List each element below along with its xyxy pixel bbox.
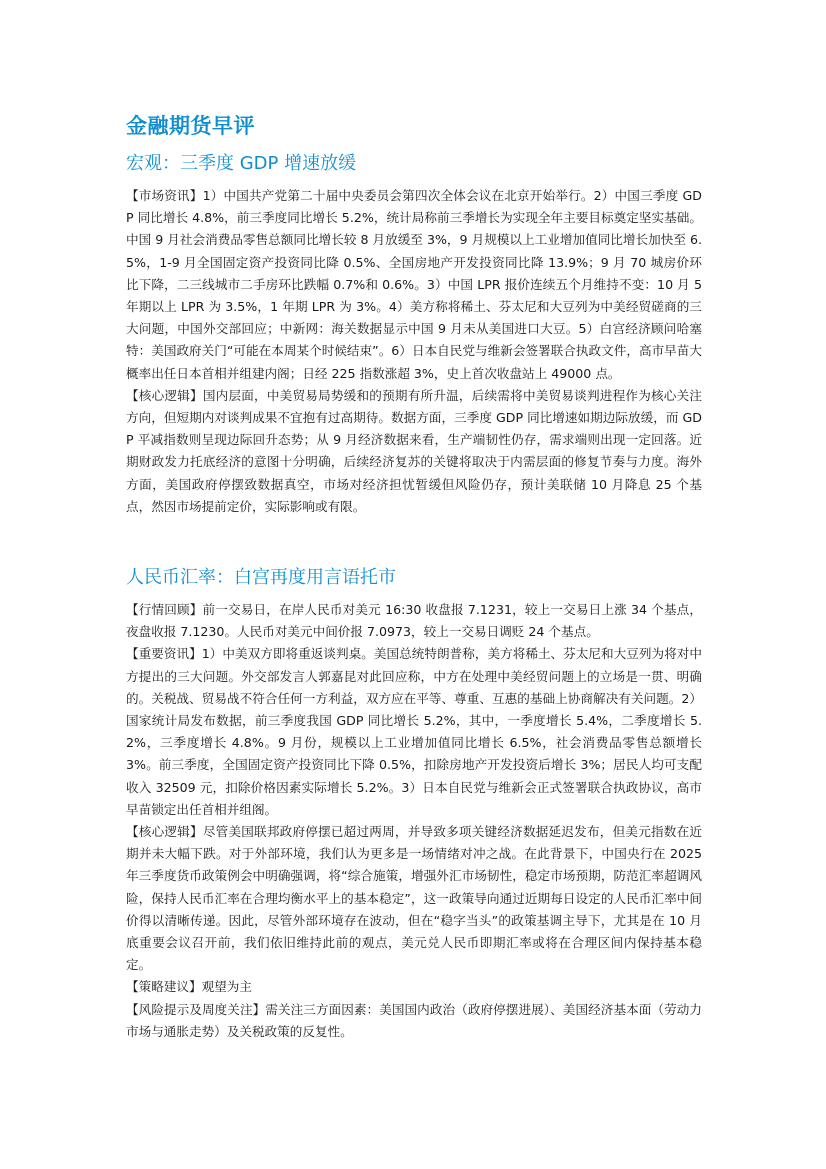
paragraph-market-news: 【市场资讯】1）中国共产党第二十届中央委员会第四次全体会议在北京开始举行。2）中国三季度 GDP 同比增长 4.8%，前三季度同比增长 5.2%，统计局称前三季增长为实现全年主要目标奠定坚实基础。中国 9 月社会消费品零售总额同比增长较 8 月放缓至 3%，9 月规模以上工业增加值同比增长加快至 6.5%，1-9 月全国固定资产投资同比降 0.5%、全国房地产开发投资同比降 13.9%；9 月 70 城房价环比下降，二三线城市二手房环比跌幅 0.7%和 0.6%。3）中国 LPR 报价连续五个月维持不变：10 月 5 年期以上 LPR 为 3.5%，1 年期 LPR 为 3%。4）美方称将稀土、芬太尼和大豆列为中美经贸磋商的三大问题，中国外交部回应；中新网：海关数据显示中国 9 月未从美国进口大豆。5）白宫经济顾问哈塞特：美国政府关门“可能在本周某个时候结束”。6）日本自民党与维新会签署联合执政文件，高市早苗大概率出任日本首相并组建内阁；日经 225 指数涨超 3%，史上首次收盘站上 49000 点。	[126, 188, 702, 381]
page-title: 金融期货早评	[126, 114, 255, 138]
paragraph-important-news: 【重要资讯】1）中美双方即将重返谈判桌。美国总统特朗普称，美方将稀土、芬太尼和大豆列为将对中方提出的三大问题。外交部发言人郭嘉昆对此回应称，中方在处理中美经贸问题上的立场是一贯、明确的。关税战、贸易战不符合任何一方利益，双方应在平等、尊重、互惠的基础上协商解决有关问题。2）国家统计局发布数据，前三季度我国 GDP 同比增长 5.2%，其中，一季度增长 5.4%，二季度增长 5.2%，三季度增长 4.8%。9 月份，规模以上工业增加值同比增长 6.5%，社会消费品零售总额增长 3%。前三季度，全国固定资产投资同比下降 0.5%，扣除房地产开发投资后增长 3%；居民人均可支配收入 32509 元，扣除价格因素实际增长 5.2%。3）日本自民党与维新会正式签署联合执政协议，高市早苗锁定出任首相并组阁。	[126, 646, 702, 817]
section-rmb-exchange-rate	[126, 564, 702, 1043]
paragraph-market-review: 【行情回顾】前一交易日，在岸人民币对美元 16:30 收盘报 7.1231，较上一交易日上涨 34 个基点，夜盘收报 7.1230。人民币对美元中间价报 7.0973，较上一交易日调贬 24 个基点。	[126, 602, 702, 640]
paragraph-core-logic-rmb: 【核心逻辑】尽管美国联邦政府停摆已超过两周，并导致多项关键经济数据延迟发布，但美元指数在近期并未大幅下跌。对于外部环境，我们认为更多是一场情绪对冲之战。在此背景下，中国央行在 2025 年三季度货币政策例会中明确强调，将“综合施策，增强外汇市场韧性，稳定市场预期，防范汇率超调风险，保持人民币汇率在合理均衡水平上的基本稳定”，这一政策导向通过近期每日设定的人民币汇率中间价得以清晰传递。因此，尽管外部环境存在波动，但在“稳字当头”的政策基调主导下，尤其是在 10 月底重要会议召开前，我们依旧维持此前的观点，美元兑人民币即期汇率或将在合理区间内保持基本稳定。	[126, 824, 702, 973]
paragraph-core-logic: 【核心逻辑】国内层面，中美贸易局势缓和的预期有所升温，后续需将中美贸易谈判进程作为核心关注方向，但短期内对谈判成果不宜抱有过高期待。数据方面，三季度 GDP 同比增速如期边际放缓，而 GDP 平减指数则呈现边际回升态势；从 9 月经济数据来看，生产端韧性仍存，需求端则出现一定回落。近期财政发力托底经济的意图十分明确，后续经济复苏的关键将取决于内需层面的修复节奏与力度。海外方面，美国政府停摆致数据真空，市场对经济担忧暂缓但风险仍存，预计美联储 10 月降息 25 个基点，然因市场提前定价，实际影响或有限。	[126, 387, 702, 514]
section-heading-rmb: 人民币汇率：白宫再度用言语托市	[126, 567, 396, 588]
paragraph-risk-warning: 【风险提示及周度关注】需关注三方面因素：美国国内政治（政府停摆进展）、美国经济基本面（劳动力市场与通胀走势）及关税政策的反复性。	[126, 1001, 702, 1039]
section-macro	[126, 150, 702, 518]
paragraph-strategy: 【策略建议】观望为主	[126, 979, 252, 995]
section-heading-macro: 宏观：三季度 GDP 增速放缓	[126, 153, 357, 174]
